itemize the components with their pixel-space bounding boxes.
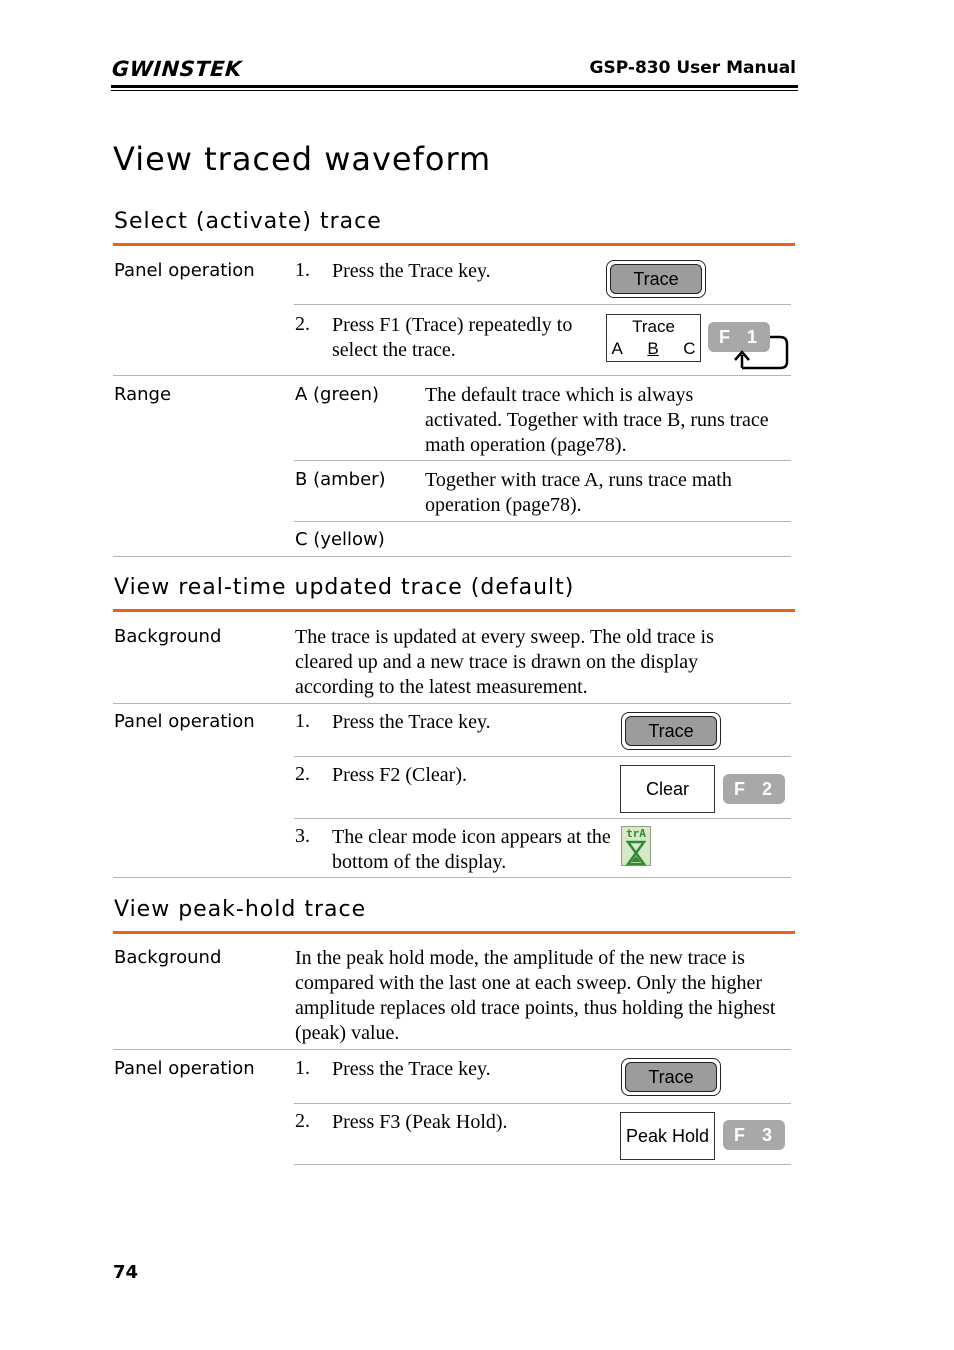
clear-mode-icon-text: trA — [626, 827, 646, 840]
peak-hold-softkey[interactable]: Peak Hold — [620, 1112, 715, 1160]
clear-mode-icon — [621, 826, 651, 866]
row-divider — [113, 1049, 791, 1050]
softkey-option-c: C — [683, 339, 696, 358]
range-key-b: B (amber) — [295, 469, 386, 490]
trace-key-button[interactable] — [621, 712, 721, 750]
trace-key-label: Trace — [625, 716, 717, 746]
step-number: 1. — [295, 259, 310, 281]
step-text: Press the Trace key. — [332, 260, 491, 282]
row-divider — [113, 703, 791, 704]
f1-key[interactable]: F 1 — [708, 322, 770, 352]
page-title: View traced waveform — [113, 140, 492, 178]
panel-operation-label: Panel operation — [114, 1058, 255, 1079]
header-rule-thin — [111, 90, 798, 91]
row-divider — [113, 375, 791, 376]
step-text: Press the Trace key. — [332, 1058, 491, 1080]
range-desc-b: Together with trace A, runs trace math operation (page78). — [425, 469, 732, 516]
range-label: Range — [114, 384, 172, 405]
section-title-peak: View peak-hold trace — [114, 897, 367, 922]
trace-key-label: Trace — [625, 1062, 717, 1092]
background-label: Background — [114, 947, 222, 968]
trace-softkey[interactable] — [606, 314, 701, 362]
row-divider — [294, 1103, 791, 1104]
row-divider — [113, 877, 791, 878]
softkey-options — [612, 339, 696, 359]
header-rule — [111, 85, 798, 88]
step-text: Press F3 (Peak Hold). — [332, 1111, 508, 1133]
trace-key-button[interactable] — [621, 1058, 721, 1096]
section-rule — [113, 243, 795, 246]
step-text: Press the Trace key. — [332, 711, 491, 733]
trace-key-button[interactable] — [606, 260, 706, 298]
step-text: Press F2 (Clear). — [332, 764, 467, 786]
background-text: In the peak hold mode, the amplitude of the new trace is compared with the last one at each sweep. Only the higher amplitude replaces old trace points, thus holding the highest (peak) value. — [295, 947, 776, 1044]
row-divider — [294, 1164, 791, 1165]
row-divider — [294, 756, 791, 757]
manual-title: GSP-830 User Manual — [589, 58, 796, 78]
section-title-realtime: View real-time updated trace (default) — [114, 575, 575, 600]
range-key-a: A (green) — [295, 384, 380, 405]
section-rule — [113, 931, 795, 934]
step-text: The clear mode icon appears at the bottom of the display. — [332, 826, 611, 873]
page-number: 74 — [113, 1262, 139, 1283]
background-label: Background — [114, 626, 222, 647]
step-number: 1. — [295, 710, 310, 732]
row-divider — [294, 521, 791, 522]
section-rule — [113, 609, 795, 612]
softkey-title: Trace — [632, 317, 675, 336]
step-number: 2. — [295, 313, 310, 335]
f3-key[interactable]: F 3 — [723, 1120, 785, 1150]
section-title-select: Select (activate) trace — [114, 209, 382, 234]
hourglass-icon — [622, 840, 650, 866]
softkey-option-a: A — [611, 339, 623, 358]
step-number: 2. — [295, 1110, 310, 1132]
panel-operation-label: Panel operation — [114, 711, 255, 732]
range-key-c: C (yellow) — [295, 529, 385, 550]
row-divider — [294, 460, 791, 461]
repeat-arrow-icon — [730, 335, 792, 375]
step-number: 1. — [295, 1057, 310, 1079]
clear-softkey[interactable]: Clear — [620, 765, 715, 813]
step-number: 3. — [295, 825, 310, 847]
brand-logo: GWINSTEK — [111, 57, 243, 81]
row-divider — [113, 556, 791, 557]
background-text: The trace is updated at every sweep. The old trace is cleared up and a new trace is drawn on the display according to the latest measurement. — [295, 626, 714, 698]
step-text: Press F1 (Trace) repeatedly to select the trace. — [332, 314, 573, 361]
row-divider — [294, 304, 791, 305]
step-number: 2. — [295, 763, 310, 785]
f2-key[interactable]: F 2 — [723, 774, 785, 804]
range-desc-a: The default trace which is always activated. Together with trace B, runs trace math operation (page78). — [425, 384, 769, 456]
trace-key-label: Trace — [610, 264, 702, 294]
row-divider — [294, 818, 791, 819]
panel-operation-label: Panel operation — [114, 260, 255, 281]
softkey-option-b: B — [647, 339, 659, 358]
